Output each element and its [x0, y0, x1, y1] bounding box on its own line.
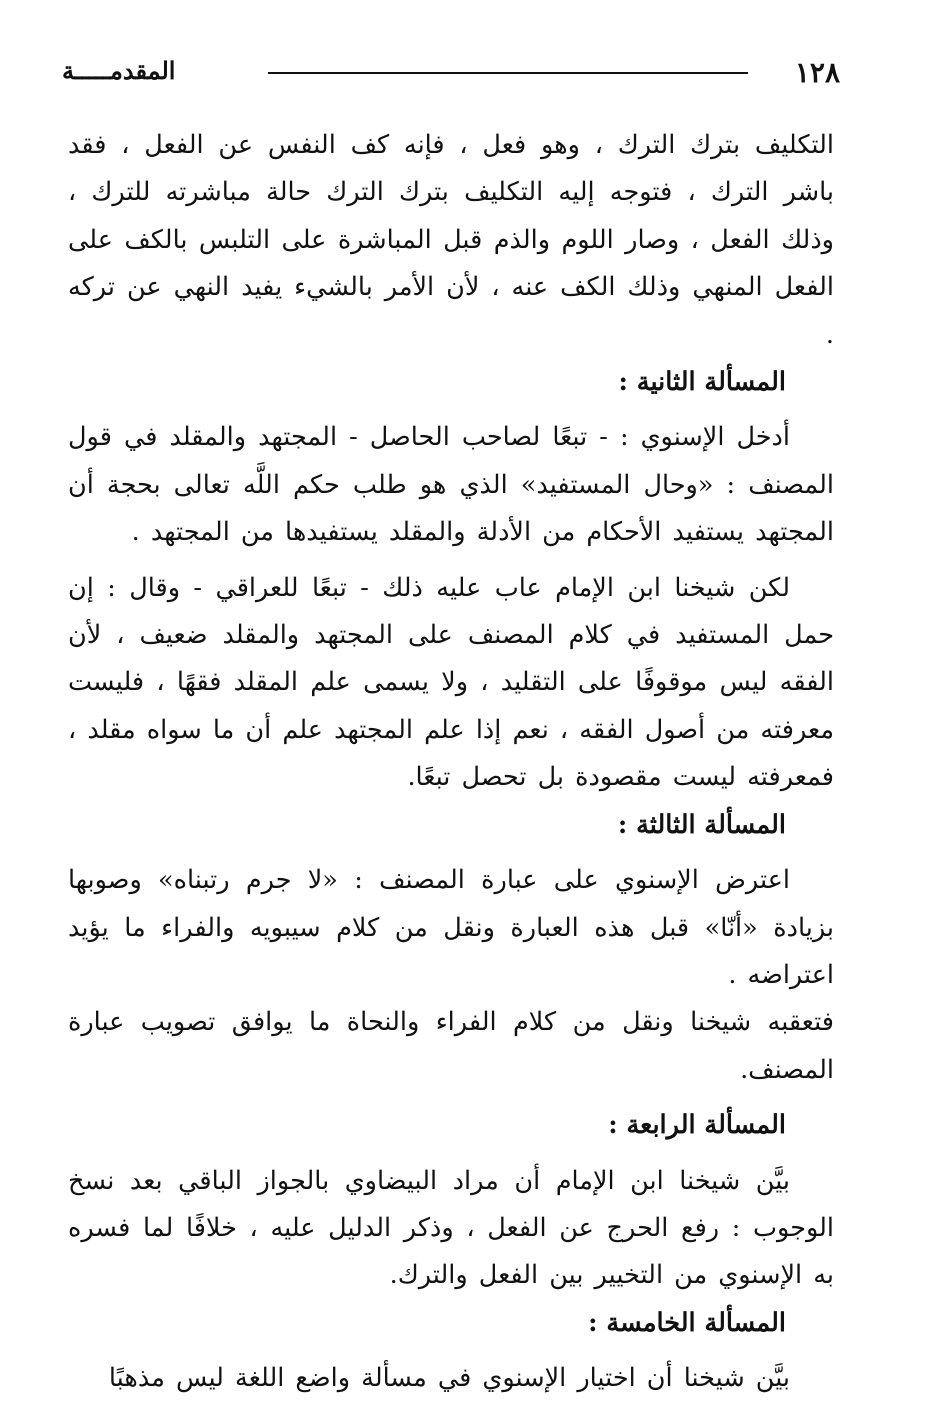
- paragraph: بيَّن شيخنا ابن الإمام أن مراد البيضاوي بالجواز الباقي بعد نسخ الوجوب : رفع الحرج عن الفعل ، وذكر الدليل عليه ، خلافًا لما فسره به الإسنوي من التخيير بين الفعل والترك.: [68, 1165, 834, 1291]
- paragraph: بيَّن شيخنا أن اختيار الإسنوي في مسألة واضع اللغة ليس مذهبًا: [108, 1363, 790, 1394]
- spacer: [68, 849, 834, 857]
- paragraph: فتعقبه شيخنا ونقل من كلام الفراء والنحاة ما يوافق تصويب عبارة المصنف.: [68, 1007, 834, 1085]
- section-heading-fifth: المسألة الخامسة :: [588, 1307, 786, 1338]
- section-heading-second: المسألة الثانية :: [618, 367, 786, 398]
- paragraph: أدخل الإسنوي : - تبعًا لصاحب الحاصل - المجتهد والمقلد في قول المصنف : «وحال المستفيد» الذي هو طلب حكم اللَّه تعالى بحجة أن المجتهد يستفيد الأحكام من الأدلة والمقلد يستفيدها من المجتهد .: [68, 422, 834, 548]
- section-heading-third: المسألة الثالثة :: [617, 809, 786, 840]
- spacer: [68, 1094, 834, 1102]
- spacer: [68, 1347, 834, 1355]
- paragraph: لكن شيخنا ابن الإمام عاب عليه ذلك - تبعًا للعراقي - وقال : إن حمل المستفيد في كلام المصنف على المجتهد والمقلد ضعيف ، لأن الفقه ليس موقوفًا على التقليد ، ولا يسمى علم المقلد فقهًا ، فليست معرفته من أصول الفقه ، نعم إذا علم المجتهد علم أن ما سواه مقلد ، فمعرفته ليست مقصودة بل تحصل تبعًا.: [67, 572, 834, 793]
- paragraph-continuation: التكليف بترك الترك ، وهو فعل ، فإنه كف النفس عن الفعل ، فقد باشر الترك ، فتوجه إليه التكليف بترك الترك حالة مباشرته للترك ، وذلك الفعل ، وصار اللوم والذم قبل المباشرة على التلبس بالكف على الفعل المنهي وذلك الكف عنه ، لأن الأمر بالشيء يفيد النهي عن تركه .: [68, 130, 834, 350]
- page-body: [68, 122, 834, 1403]
- running-header: [62, 48, 840, 88]
- header-rule: [268, 72, 748, 74]
- page-number: ١٢٨: [794, 56, 840, 89]
- section-heading-fourth: المسألة الرابعة :: [608, 1110, 786, 1141]
- running-title: المقدمـــــة: [62, 56, 176, 85]
- spacer: [68, 557, 834, 565]
- spacer: [68, 1150, 834, 1158]
- spacer: [68, 406, 834, 414]
- paragraph: اعترض الإسنوي على عبارة المصنف : «لا جرم رتبناه» وصوبها بزيادة «أنّا» قبل هذه العبارة ونقل من كلام سيبويه والفراء ما يؤيد اعتراضه .: [68, 865, 834, 990]
